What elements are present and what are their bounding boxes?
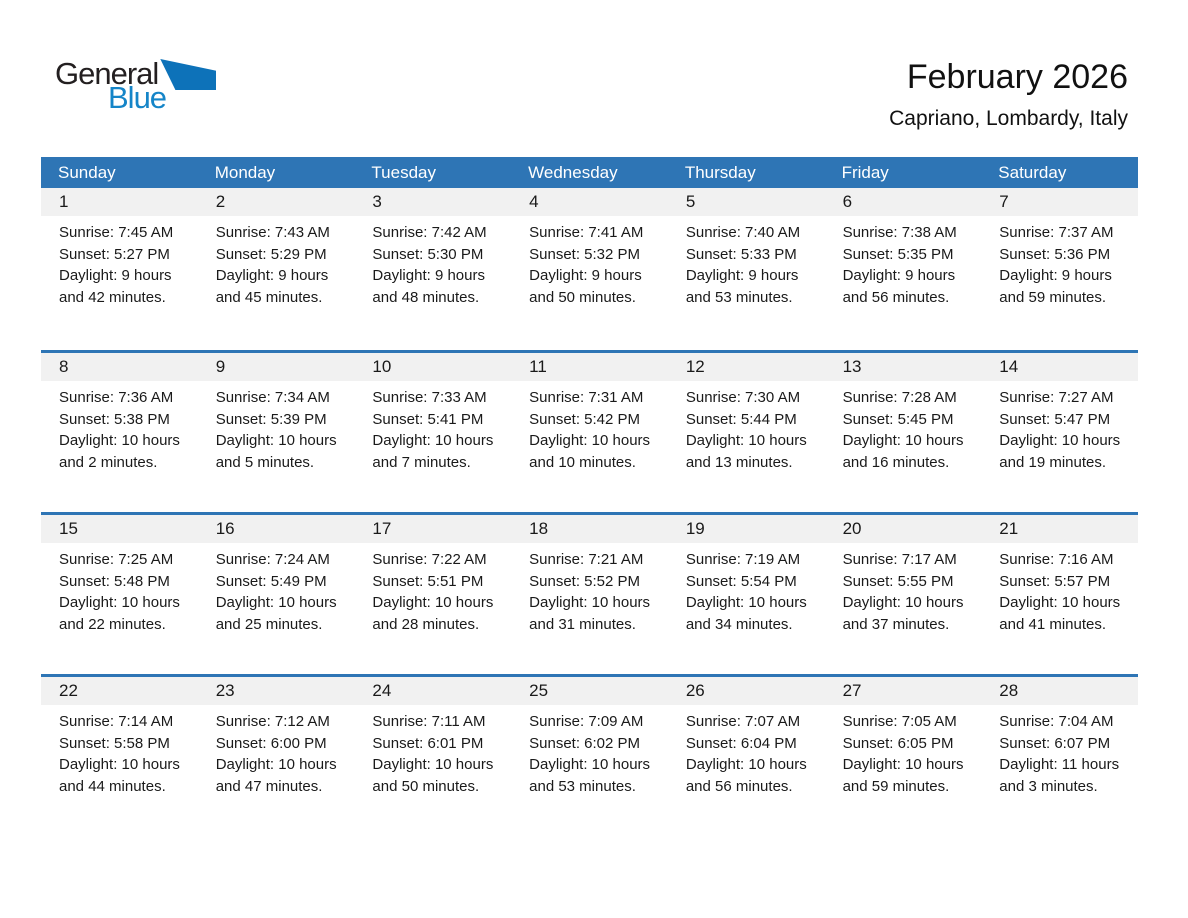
sunrise-text: Sunrise: 7:31 AM [529,389,644,406]
daylight-text-line1: Daylight: 10 hours [685,594,807,611]
sunrise-text: Sunrise: 7:40 AM [685,224,801,241]
day-cell [981,515,1138,674]
daylight-text-line2: and 50 minutes. [372,777,480,795]
day-cell [354,515,511,674]
day-details [668,543,825,635]
week-row-4 [41,674,1138,836]
daylight-text-line2: and 37 minutes. [842,615,950,633]
sunrise-text: Sunrise: 7:11 AM [372,713,486,730]
daylight-text-line1: Daylight: 9 hours [215,267,329,284]
day-cell [668,515,825,674]
day-details [354,705,511,797]
sunset-text: Sunset: 5:42 PM [529,410,641,428]
day-header-friday: Friday [841,162,889,182]
day-details [981,381,1138,473]
sunrise-text: Sunrise: 7:14 AM [59,713,174,730]
daylight-text-line2: and 48 minutes. [372,288,480,306]
daylight-text-line2: and 59 minutes. [999,288,1107,306]
logo-text-blue: Blue [108,80,167,115]
daylight-text-line1: Daylight: 10 hours [842,756,964,773]
sunrise-text: Sunrise: 7:17 AM [842,551,957,568]
sunrise-text: Sunrise: 7:37 AM [999,224,1114,241]
day-number: 7 [981,188,1138,216]
sunset-text: Sunset: 6:05 PM [842,734,954,752]
day-header-wednesday: Wednesday [528,162,618,182]
daylight-text-line2: and 7 minutes. [372,453,471,471]
daylight-text-line1: Daylight: 10 hours [59,594,180,611]
daylight-text-line1: Daylight: 10 hours [529,594,651,611]
daylight-text-line2: and 28 minutes. [372,615,480,633]
week-row-1 [41,188,1138,350]
weekday-header-row [41,157,1138,188]
daylight-text-line1: Daylight: 10 hours [59,756,180,773]
day-details [198,543,355,635]
day-details [41,216,198,308]
sunset-text: Sunset: 5:51 PM [372,572,484,590]
day-number: 11 [511,353,668,381]
daylight-text-line1: Daylight: 10 hours [685,432,807,449]
day-number: 27 [825,677,982,705]
daylight-text-line1: Daylight: 10 hours [529,756,651,773]
daylight-text-line2: and 44 minutes. [59,777,166,795]
day-header-monday: Monday [214,162,276,182]
day-cell [198,515,355,674]
day-cell [41,353,198,512]
day-cell [198,188,355,350]
sunrise-text: Sunrise: 7:41 AM [529,224,644,241]
daylight-text-line2: and 41 minutes. [999,615,1107,633]
daylight-text-line1: Daylight: 10 hours [529,432,651,449]
daylight-text-line2: and 19 minutes. [999,453,1107,471]
sunset-text: Sunset: 5:36 PM [999,245,1111,263]
daylight-text-line1: Daylight: 9 hours [999,267,1112,284]
daylight-text-line1: Daylight: 9 hours [529,267,642,284]
day-cell [981,677,1138,836]
daylight-text-line2: and 50 minutes. [529,288,636,306]
day-details [511,543,668,635]
day-number: 19 [668,515,825,543]
daylight-text-line2: and 47 minutes. [215,777,323,795]
day-details [511,381,668,473]
calendar-table [41,157,1138,836]
daylight-text-line1: Daylight: 10 hours [215,756,337,773]
day-details [825,705,982,797]
daylight-text-line1: Daylight: 10 hours [215,594,337,611]
day-number: 21 [981,515,1138,543]
day-header-saturday: Saturday [998,162,1067,182]
week-row-3 [41,512,1138,674]
day-number: 3 [354,188,511,216]
sunrise-text: Sunrise: 7:30 AM [685,389,801,406]
sunset-text: Sunset: 5:57 PM [999,572,1111,590]
day-number: 15 [41,515,198,543]
general-blue-logo [55,57,216,113]
sunrise-text: Sunrise: 7:24 AM [215,551,330,568]
day-number: 16 [198,515,355,543]
sunset-text: Sunset: 5:45 PM [842,410,954,428]
sunset-text: Sunset: 5:54 PM [685,572,797,590]
day-cell [981,188,1138,350]
daylight-text-line1: Daylight: 9 hours [372,267,485,284]
sunset-text: Sunset: 5:39 PM [215,410,327,428]
day-cell [825,677,982,836]
sunrise-text: Sunrise: 7:27 AM [999,389,1114,406]
daylight-text-line1: Daylight: 10 hours [842,432,964,449]
day-cell [41,677,198,836]
sunrise-text: Sunrise: 7:19 AM [685,551,801,568]
daylight-text-line2: and 31 minutes. [529,615,636,633]
daylight-text-line1: Daylight: 9 hours [842,267,956,284]
sunset-text: Sunset: 5:35 PM [842,245,954,263]
daylight-text-line2: and 5 minutes. [215,453,315,471]
day-number: 8 [41,353,198,381]
title-block [889,57,1128,132]
day-cell [198,353,355,512]
sunrise-text: Sunrise: 7:42 AM [372,224,487,241]
location-subtitle: Capriano, Lombardy, Italy [889,107,1128,130]
daylight-text-line2: and 25 minutes. [215,615,323,633]
daylight-text-line2: and 22 minutes. [59,615,166,633]
day-number: 24 [354,677,511,705]
day-details [198,216,355,308]
sunrise-text: Sunrise: 7:21 AM [529,551,644,568]
daylight-text-line1: Daylight: 10 hours [59,432,180,449]
day-details [825,543,982,635]
daylight-text-line1: Daylight: 11 hours [999,756,1120,773]
sunrise-text: Sunrise: 7:22 AM [372,551,487,568]
day-cell [41,188,198,350]
day-number: 2 [198,188,355,216]
day-number: 13 [825,353,982,381]
sunrise-text: Sunrise: 7:09 AM [529,713,644,730]
day-cell [354,188,511,350]
sunrise-text: Sunrise: 7:28 AM [842,389,957,406]
day-header-tuesday: Tuesday [371,162,436,182]
day-number: 26 [668,677,825,705]
sunrise-text: Sunrise: 7:25 AM [59,551,174,568]
sunset-text: Sunset: 5:29 PM [215,245,327,263]
sunset-text: Sunset: 6:07 PM [999,734,1111,752]
daylight-text-line2: and 42 minutes. [59,288,166,306]
day-header-sunday: Sunday [58,162,116,182]
day-cell [41,515,198,674]
day-details [354,543,511,635]
daylight-text-line2: and 53 minutes. [529,777,636,795]
sunset-text: Sunset: 6:00 PM [215,734,327,752]
day-number: 12 [668,353,825,381]
sunset-text: Sunset: 6:02 PM [529,734,641,752]
day-number: 17 [354,515,511,543]
day-details [198,705,355,797]
daylight-text-line2: and 13 minutes. [685,453,793,471]
day-number: 5 [668,188,825,216]
sunset-text: Sunset: 5:58 PM [59,734,170,752]
sunset-text: Sunset: 5:49 PM [215,572,327,590]
day-number: 4 [511,188,668,216]
sunrise-text: Sunrise: 7:07 AM [685,713,801,730]
day-cell [354,677,511,836]
day-number: 25 [511,677,668,705]
day-details [825,216,982,308]
daylight-text-line2: and 56 minutes. [685,777,793,795]
daylight-text-line1: Daylight: 10 hours [842,594,964,611]
day-number: 28 [981,677,1138,705]
daylight-text-line1: Daylight: 10 hours [372,756,494,773]
day-number: 23 [198,677,355,705]
daylight-text-line2: and 56 minutes. [842,288,950,306]
daylight-text-line2: and 45 minutes. [215,288,323,306]
sunset-text: Sunset: 5:32 PM [529,245,641,263]
day-cell [668,188,825,350]
day-details [825,381,982,473]
day-cell [981,353,1138,512]
sunset-text: Sunset: 6:04 PM [685,734,797,752]
day-details [668,705,825,797]
week-row-2 [41,350,1138,512]
daylight-text-line2: and 59 minutes. [842,777,950,795]
day-cell [511,353,668,512]
day-cell [511,677,668,836]
sunset-text: Sunset: 5:38 PM [59,410,170,428]
sunset-text: Sunset: 5:44 PM [685,410,797,428]
sunrise-text: Sunrise: 7:33 AM [372,389,487,406]
day-details [354,216,511,308]
day-details [668,381,825,473]
calendar-weeks [41,188,1138,836]
day-number: 9 [198,353,355,381]
daylight-text-line1: Daylight: 10 hours [999,432,1121,449]
daylight-text-line1: Daylight: 9 hours [59,267,172,284]
day-number: 10 [354,353,511,381]
daylight-text-line1: Daylight: 10 hours [685,756,807,773]
daylight-text-line1: Daylight: 10 hours [215,432,337,449]
sunset-text: Sunset: 5:27 PM [59,245,170,263]
daylight-text-line2: and 53 minutes. [685,288,793,306]
sunset-text: Sunset: 5:33 PM [685,245,797,263]
day-details [981,216,1138,308]
sunset-text: Sunset: 5:30 PM [372,245,484,263]
daylight-text-line2: and 3 minutes. [999,777,1098,795]
day-details [668,216,825,308]
day-header-thursday: Thursday [684,162,756,182]
day-details [511,216,668,308]
day-details [981,705,1138,797]
day-cell [668,353,825,512]
day-cell [825,515,982,674]
daylight-text-line1: Daylight: 10 hours [372,594,494,611]
daylight-text-line1: Daylight: 10 hours [372,432,494,449]
day-cell [511,188,668,350]
day-number: 18 [511,515,668,543]
sunrise-text: Sunrise: 7:04 AM [999,713,1114,730]
day-details [354,381,511,473]
day-cell [825,188,982,350]
day-cell [668,677,825,836]
sunrise-text: Sunrise: 7:36 AM [59,389,174,406]
sunrise-text: Sunrise: 7:12 AM [215,713,330,730]
daylight-text-line2: and 16 minutes. [842,453,950,471]
sunset-text: Sunset: 5:41 PM [372,410,484,428]
daylight-text-line2: and 10 minutes. [529,453,636,471]
logo-text-general: General [55,56,159,91]
sunrise-text: Sunrise: 7:34 AM [215,389,330,406]
day-number: 6 [825,188,982,216]
sunset-text: Sunset: 5:55 PM [842,572,954,590]
day-details [41,381,198,473]
day-details [511,705,668,797]
day-number: 20 [825,515,982,543]
day-details [198,381,355,473]
sunrise-text: Sunrise: 7:43 AM [215,224,330,241]
day-number: 1 [41,188,198,216]
day-cell [825,353,982,512]
sunrise-text: Sunrise: 7:45 AM [59,224,174,241]
sunset-text: Sunset: 5:47 PM [999,410,1111,428]
day-cell [511,515,668,674]
daylight-text-line2: and 34 minutes. [685,615,793,633]
sunset-text: Sunset: 5:48 PM [59,572,170,590]
daylight-text-line1: Daylight: 9 hours [685,267,799,284]
sunset-text: Sunset: 6:01 PM [372,734,484,752]
day-number: 14 [981,353,1138,381]
day-details [41,543,198,635]
sunrise-text: Sunrise: 7:16 AM [999,551,1114,568]
day-cell [354,353,511,512]
day-details [41,705,198,797]
page-title: February 2026 [906,58,1128,96]
sunrise-text: Sunrise: 7:05 AM [842,713,957,730]
sunrise-text: Sunrise: 7:38 AM [842,224,957,241]
daylight-text-line1: Daylight: 10 hours [999,594,1121,611]
daylight-text-line2: and 2 minutes. [59,453,158,471]
day-cell [198,677,355,836]
day-details [981,543,1138,635]
day-number: 22 [41,677,198,705]
sunset-text: Sunset: 5:52 PM [529,572,641,590]
